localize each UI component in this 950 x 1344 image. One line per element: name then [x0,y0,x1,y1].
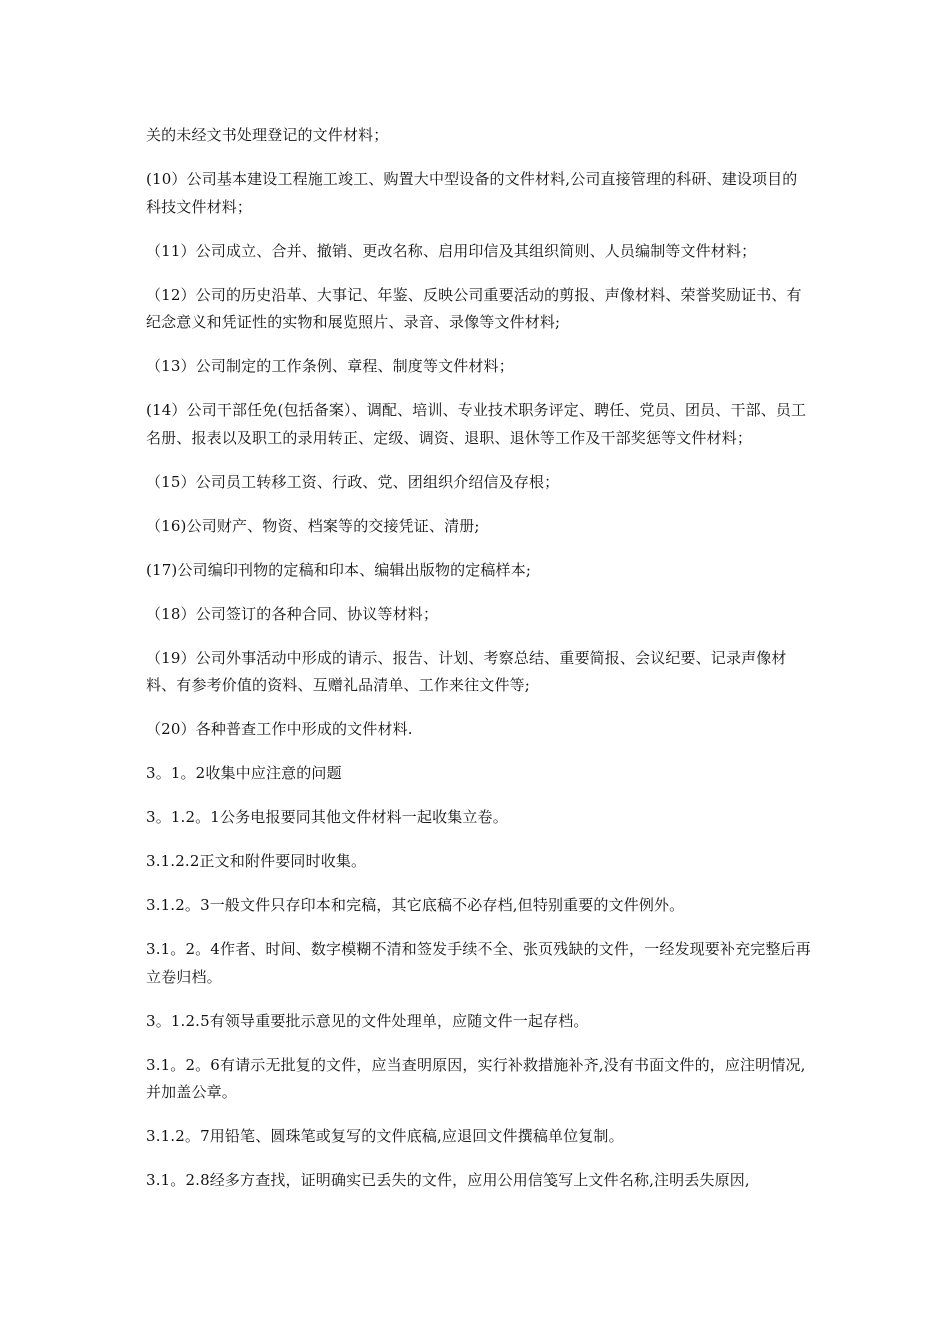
paragraph: （20）各种普查工作中形成的文件材料. [146,720,413,738]
paragraph: 3.1.2。7用铅笔、圆珠笔或复写的文件底稿,应退回文件撰稿单位复制。 [146,1127,624,1145]
paragraph: 3。1.2。1公务电报要同其他文件材料一起收集立卷。 [146,808,508,826]
paragraph: 3.1.2.2正文和附件要同时收集。 [146,852,367,870]
paragraph: （18）公司签订的各种合同、协议等材料； [146,604,439,623]
section-heading: 3。1。2收集中应注意的问题 [146,764,342,782]
paragraph: 关的未经文书处理登记的文件材料； [146,126,389,144]
paragraph: （16)公司财产、物资、档案等的交接凭证、清册; [146,516,480,535]
paragraph: 3。1.2.5有领导重要批示意见的文件处理单，应随文件一起存档。 [146,1011,589,1030]
paragraph: （12）公司的历史沿革、大事记、年鉴、反映公司重要活动的剪报、声像材料、荣誉奖励证书、有纪念意义和凭证性的实物和展览照片、录音、录像等文件材料; [146,285,802,331]
paragraph: (14）公司干部任免(包括备案）、调配、培训、专业技术职务评定、聘任、党员、团员、干部、员工名册、报表以及职工的录用转正、定级、调资、退职、退休等工作及干部奖惩等文件材料； [146,401,807,447]
paragraph: （19）公司外事活动中形成的请示、报告、计划、考察总结、重要简报、会议纪要、记录声像材料、有参考价值的资料、互赠礼品清单、工作来往文件等; [146,648,787,694]
paragraph: （13）公司制定的工作条例、章程、制度等文件材料； [146,357,514,375]
paragraph: (17)公司编印刊物的定稿和印本、编辑出版物的定稿样本; [146,560,532,579]
paragraph: （15）公司员工转移工资、行政、党、团组织介绍信及存根； [146,472,560,491]
paragraph: 3.1。2。4作者、时间、数字模糊不清和签发手续不全、张页残缺的文件，一经发现要补充完整后再立卷归档。 [146,940,811,986]
document-body [146,122,812,1195]
paragraph: 3.1。2.8经多方查找，证明确实已丢失的文件，应用公用信笺写上文件名称,注明丢失原因, [146,1171,750,1189]
paragraph: (10）公司基本建设工程施工竣工、购置大中型设备的文件材料,公司直接管理的科研、建设项目的科技文件材料； [146,170,798,216]
paragraph: 3.1。2。6有请示无批复的文件，应当查明原因，实行补救措施补齐,没有书面文件的，应注明情况,并加盖公章。 [146,1055,806,1101]
paragraph: （11）公司成立、合并、撤销、更改名称、启用印信及其组织简则、人员编制等文件材料； [146,241,757,260]
paragraph: 3.1.2。3一般文件只存印本和完稿，其它底稿不必存档,但特别重要的文件例外。 [146,896,685,914]
